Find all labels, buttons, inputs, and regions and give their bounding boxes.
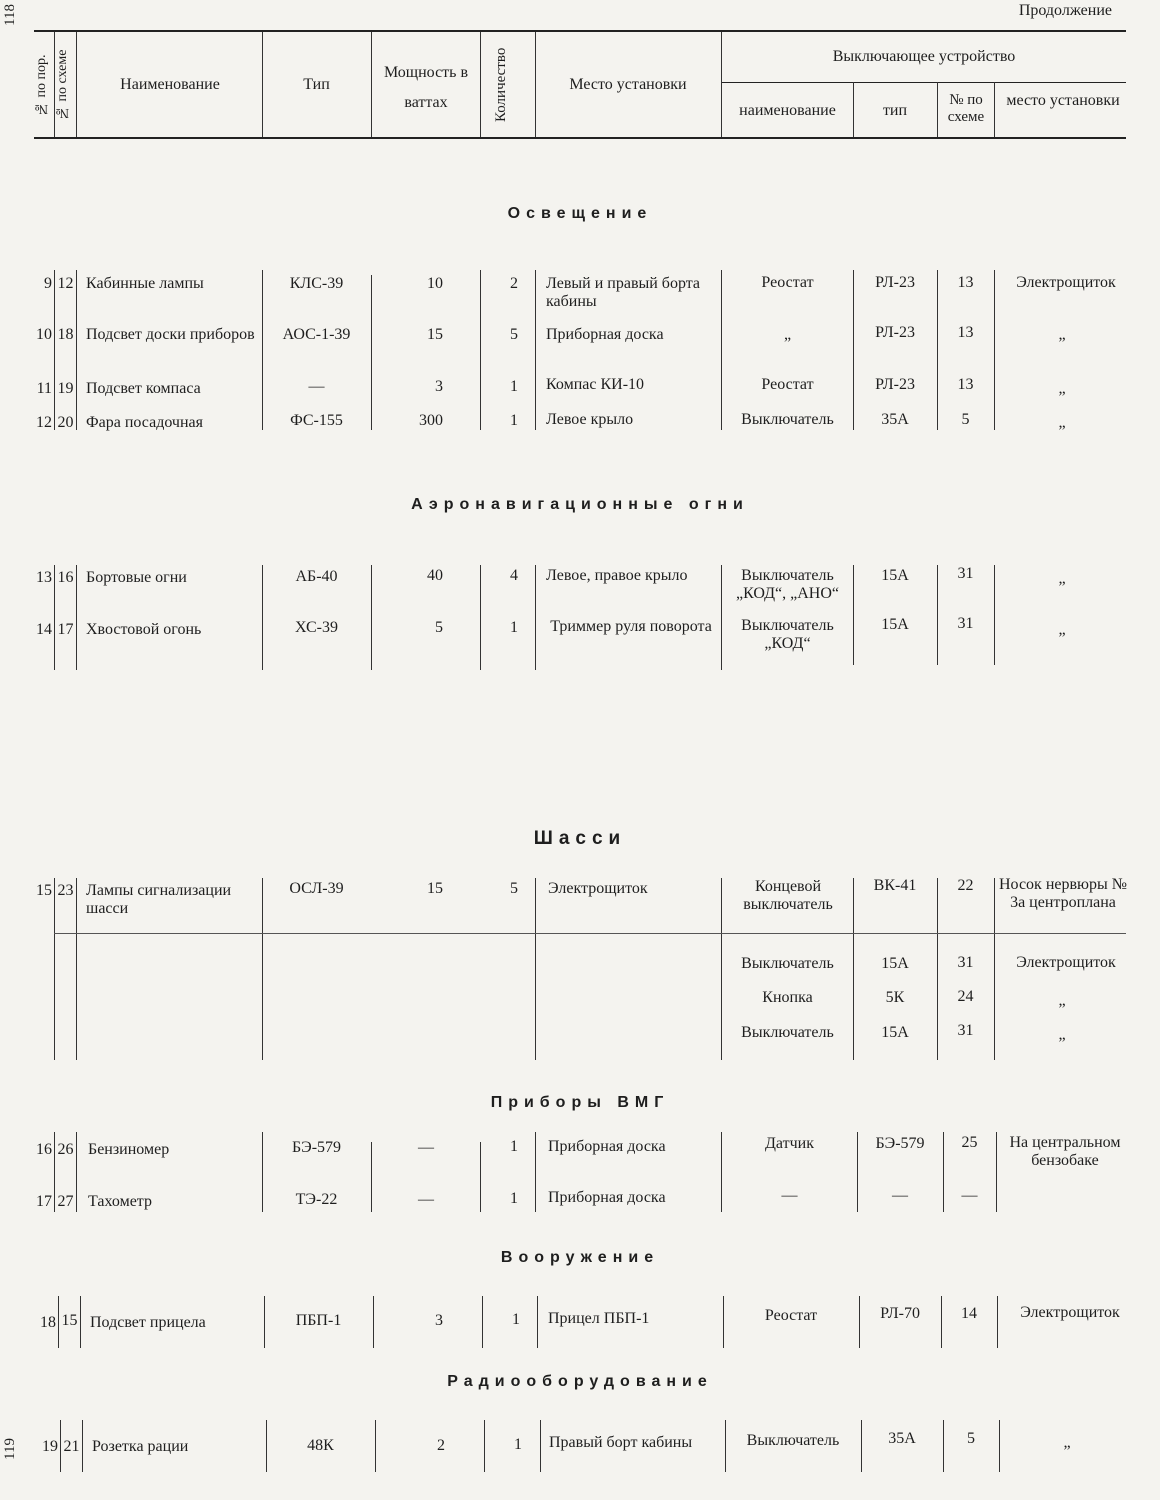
switch-location: Электрощиток bbox=[1016, 954, 1116, 971]
section-title: Аэронавигационные огни bbox=[411, 496, 749, 513]
switch-location: Электрощиток bbox=[1020, 1304, 1120, 1321]
switch-location: „ bbox=[1063, 1434, 1071, 1451]
body-divider bbox=[262, 878, 263, 1060]
item-name: Хвостовой огонь bbox=[86, 621, 202, 638]
header-num-scheme: № по схеме bbox=[55, 49, 70, 121]
body-divider bbox=[535, 270, 536, 430]
switch-scheme-number: 14 bbox=[961, 1305, 977, 1322]
item-quantity: 1 bbox=[512, 1311, 520, 1328]
switch-scheme-number: 31 bbox=[957, 615, 974, 632]
switch-location: На центральном бензобаке bbox=[1009, 1134, 1121, 1169]
scheme-number: 18 bbox=[57, 326, 74, 343]
body-divider bbox=[535, 878, 536, 1060]
body-divider bbox=[540, 1420, 541, 1472]
body-divider bbox=[480, 270, 481, 430]
body-divider bbox=[537, 1296, 538, 1348]
switch-name: Выключатель bbox=[746, 1432, 840, 1449]
item-name: Подсвет компаса bbox=[86, 380, 201, 397]
item-type: АОС-1-39 bbox=[282, 326, 351, 343]
switch-location: Электрощиток bbox=[1016, 274, 1116, 291]
item-quantity: 1 bbox=[510, 378, 518, 395]
chassis-row-rule bbox=[54, 933, 1126, 934]
switch-type: РЛ-23 bbox=[875, 376, 915, 393]
header-switch-device: Выключающее устройство bbox=[832, 48, 1016, 65]
item-power: 40 bbox=[427, 567, 443, 584]
switch-scheme-number: 31 bbox=[957, 1022, 974, 1039]
switch-location: „ bbox=[1058, 1026, 1066, 1043]
body-divider bbox=[76, 878, 77, 1060]
header-sw-scheme: № по схеме bbox=[947, 92, 985, 126]
switch-location: „ bbox=[1058, 414, 1066, 431]
item-power: 2 bbox=[437, 1437, 445, 1454]
body-divider bbox=[375, 1420, 376, 1472]
row-number: 14 bbox=[36, 621, 52, 638]
header-power: Мощность в ваттах bbox=[383, 64, 469, 111]
item-quantity: 1 bbox=[510, 412, 518, 429]
switch-type: 15А bbox=[881, 616, 909, 633]
scheme-number: 21 bbox=[63, 1438, 80, 1455]
item-type: — bbox=[308, 378, 325, 395]
item-type: ТЭ-22 bbox=[295, 1191, 338, 1208]
row-number: 11 bbox=[36, 380, 52, 397]
item-power: 15 bbox=[427, 326, 443, 343]
continuation-label: Продолжение bbox=[1018, 2, 1112, 19]
switch-scheme-number: 22 bbox=[957, 877, 974, 894]
switch-type: РЛ-23 bbox=[875, 324, 915, 341]
item-type: 48К bbox=[307, 1437, 334, 1454]
header-type: Тип bbox=[303, 76, 330, 93]
switch-name: Выключатель bbox=[741, 955, 834, 972]
body-divider bbox=[80, 1296, 81, 1348]
body-divider bbox=[371, 275, 372, 430]
header-divider bbox=[994, 82, 995, 137]
row-number: 13 bbox=[36, 569, 52, 586]
body-divider bbox=[999, 1420, 1000, 1472]
item-name: Лампы сигнализации шасси bbox=[86, 882, 232, 917]
switch-type: БЭ-579 bbox=[875, 1135, 925, 1152]
item-quantity: 1 bbox=[514, 1436, 522, 1453]
page-number-bottom: 119 bbox=[2, 1438, 18, 1460]
item-quantity: 4 bbox=[510, 567, 518, 584]
item-location: Триммер руля поворота bbox=[550, 618, 712, 635]
item-name: Бензиномер bbox=[88, 1141, 170, 1158]
switch-location: „ bbox=[1058, 570, 1066, 587]
switch-scheme-number: — bbox=[961, 1187, 978, 1204]
body-divider bbox=[535, 1132, 536, 1212]
body-divider bbox=[371, 1142, 372, 1212]
item-power: 10 bbox=[427, 275, 443, 292]
switch-location: „ bbox=[1058, 326, 1066, 343]
switch-type: — bbox=[892, 1187, 908, 1204]
switch-name: Выключатель bbox=[741, 411, 834, 428]
body-divider bbox=[535, 565, 536, 670]
switch-name: Выключатель bbox=[741, 1024, 834, 1041]
body-divider bbox=[994, 270, 995, 430]
body-divider bbox=[262, 270, 263, 430]
switch-scheme-number: 13 bbox=[957, 274, 974, 291]
switch-type: 5К bbox=[885, 989, 905, 1006]
item-location: Прицел ПБП-1 bbox=[548, 1310, 650, 1327]
body-divider bbox=[937, 270, 938, 430]
item-type: ХС-39 bbox=[295, 619, 338, 636]
switch-name: „ bbox=[783, 326, 792, 343]
item-quantity: 1 bbox=[510, 1138, 518, 1155]
scheme-number: 19 bbox=[57, 380, 74, 397]
body-divider bbox=[373, 1296, 374, 1348]
item-location: Приборная доска bbox=[548, 1189, 666, 1206]
switch-type: 15А bbox=[881, 1024, 909, 1041]
header-num-order: № по пор. bbox=[34, 54, 49, 116]
switch-type: РЛ-23 bbox=[875, 274, 915, 291]
scheme-number: 27 bbox=[57, 1193, 74, 1210]
body-divider bbox=[853, 270, 854, 430]
item-type: ОСЛ-39 bbox=[289, 880, 344, 897]
switch-location: „ bbox=[1058, 992, 1066, 1009]
switch-type: 15А bbox=[881, 567, 909, 584]
section-title: Радиооборудование bbox=[447, 1373, 713, 1390]
row-number: 15 bbox=[36, 882, 52, 899]
header-location: Место установки bbox=[569, 76, 687, 93]
item-type: КЛС-39 bbox=[289, 275, 344, 292]
body-divider bbox=[721, 270, 722, 430]
header-quantity: Количество bbox=[493, 47, 509, 123]
scheme-number: 23 bbox=[57, 882, 74, 899]
section-title: Освещение bbox=[507, 205, 653, 222]
section-title: Шасси bbox=[533, 828, 627, 849]
item-location: Левое, правое крыло bbox=[546, 567, 688, 584]
item-name: Тахометр bbox=[88, 1193, 152, 1210]
body-divider bbox=[997, 1296, 998, 1348]
item-name: Розетка рации bbox=[92, 1438, 189, 1455]
item-location: Приборная доска bbox=[548, 1138, 666, 1155]
scheme-number: 20 bbox=[57, 414, 74, 431]
body-divider bbox=[54, 270, 55, 430]
switch-type: 35А bbox=[881, 411, 909, 428]
scheme-number: 26 bbox=[57, 1141, 74, 1158]
scheme-number: 15 bbox=[61, 1312, 78, 1329]
row-number: 17 bbox=[36, 1193, 52, 1210]
header-sw-location: место установки bbox=[1006, 92, 1120, 109]
row-number: 12 bbox=[36, 414, 52, 431]
body-divider bbox=[76, 565, 77, 670]
section-title: Вооружение bbox=[500, 1249, 660, 1266]
item-type: ФС-155 bbox=[290, 412, 343, 429]
body-divider bbox=[994, 565, 995, 665]
header-name: Наименование bbox=[120, 76, 220, 93]
item-location: Электрощиток bbox=[548, 880, 648, 897]
item-name: Подсвет прицела bbox=[90, 1314, 206, 1331]
item-quantity: 5 bbox=[510, 880, 518, 897]
body-divider bbox=[54, 878, 55, 1060]
switch-scheme-number: 31 bbox=[957, 565, 974, 582]
switch-scheme-number: 13 bbox=[957, 376, 974, 393]
item-power: 3 bbox=[435, 1312, 443, 1329]
item-location: Приборная доска bbox=[546, 326, 664, 343]
switch-name: Реостат bbox=[761, 274, 814, 291]
switch-type: 35А bbox=[888, 1430, 916, 1447]
item-power: 3 bbox=[435, 378, 443, 395]
switch-name: Кнопка bbox=[762, 989, 813, 1006]
header-sub-rule bbox=[722, 82, 1126, 83]
switch-name: — bbox=[781, 1187, 798, 1204]
item-name: Фара посадочная bbox=[86, 414, 203, 431]
item-power: 15 bbox=[427, 880, 443, 897]
item-type: АБ-40 bbox=[295, 568, 338, 585]
item-type: БЭ-579 bbox=[291, 1139, 342, 1156]
item-location: Левый и правый борта кабины bbox=[546, 275, 701, 310]
row-number: 19 bbox=[42, 1438, 58, 1455]
header-sw-type: тип bbox=[882, 102, 908, 119]
item-power: — bbox=[418, 1191, 434, 1208]
switch-type: РЛ-70 bbox=[880, 1305, 920, 1322]
switch-type: 15А bbox=[881, 955, 909, 972]
switch-name: Выключатель „КОД“, „АНО“ bbox=[735, 567, 839, 602]
row-number: 9 bbox=[44, 275, 52, 292]
scheme-number: 16 bbox=[57, 569, 74, 586]
header-top-rule bbox=[34, 30, 1126, 32]
switch-scheme-number: 5 bbox=[961, 411, 970, 428]
switch-location: „ bbox=[1058, 621, 1066, 638]
switch-scheme-number: 24 bbox=[957, 988, 974, 1005]
item-type: ПБП-1 bbox=[295, 1312, 342, 1329]
switch-location: „ bbox=[1058, 380, 1066, 397]
switch-name: Реостат bbox=[761, 376, 814, 393]
row-number: 18 bbox=[40, 1314, 56, 1331]
item-quantity: 5 bbox=[510, 326, 518, 343]
item-location: Компас КИ-10 bbox=[546, 376, 645, 393]
header-divider bbox=[480, 32, 481, 137]
item-name: Бортовые огни bbox=[86, 569, 187, 586]
switch-name: Датчик bbox=[765, 1135, 814, 1152]
switch-name: Реостат bbox=[764, 1307, 818, 1324]
header-divider bbox=[371, 32, 372, 137]
switch-name: Концевой выключатель bbox=[743, 878, 833, 913]
body-divider bbox=[76, 1132, 77, 1212]
scheme-number: 17 bbox=[57, 621, 74, 638]
item-quantity: 1 bbox=[510, 1190, 518, 1207]
switch-scheme-number: 31 bbox=[957, 954, 974, 971]
item-name: Кабинные лампы bbox=[86, 275, 204, 292]
item-power: 5 bbox=[435, 619, 443, 636]
header-sw-name: наименование bbox=[739, 102, 836, 119]
switch-scheme-number: 25 bbox=[961, 1134, 978, 1151]
section-title: Приборы ВМГ bbox=[490, 1094, 670, 1111]
item-location: Правый борт кабины bbox=[549, 1434, 693, 1451]
item-power: — bbox=[418, 1139, 434, 1156]
page-number-top: 118 bbox=[2, 4, 18, 26]
switch-location: Носок нервюры № 3а центроплана bbox=[998, 876, 1127, 911]
body-divider bbox=[82, 1420, 83, 1472]
switch-type: ВК-41 bbox=[873, 877, 917, 894]
switch-name: Выключатель „КОД“ bbox=[741, 617, 834, 652]
item-name: Подсвет доски приборов bbox=[86, 326, 255, 343]
item-location: Левое крыло bbox=[546, 411, 634, 428]
row-number: 10 bbox=[36, 326, 52, 343]
switch-scheme-number: 5 bbox=[967, 1430, 975, 1447]
row-number: 16 bbox=[36, 1141, 52, 1158]
scheme-number: 12 bbox=[57, 275, 74, 292]
body-divider bbox=[76, 270, 77, 430]
item-quantity: 2 bbox=[510, 275, 518, 292]
switch-scheme-number: 13 bbox=[957, 324, 974, 341]
header-bottom-rule bbox=[34, 137, 1126, 139]
item-power: 300 bbox=[419, 412, 443, 429]
item-quantity: 1 bbox=[510, 619, 518, 636]
